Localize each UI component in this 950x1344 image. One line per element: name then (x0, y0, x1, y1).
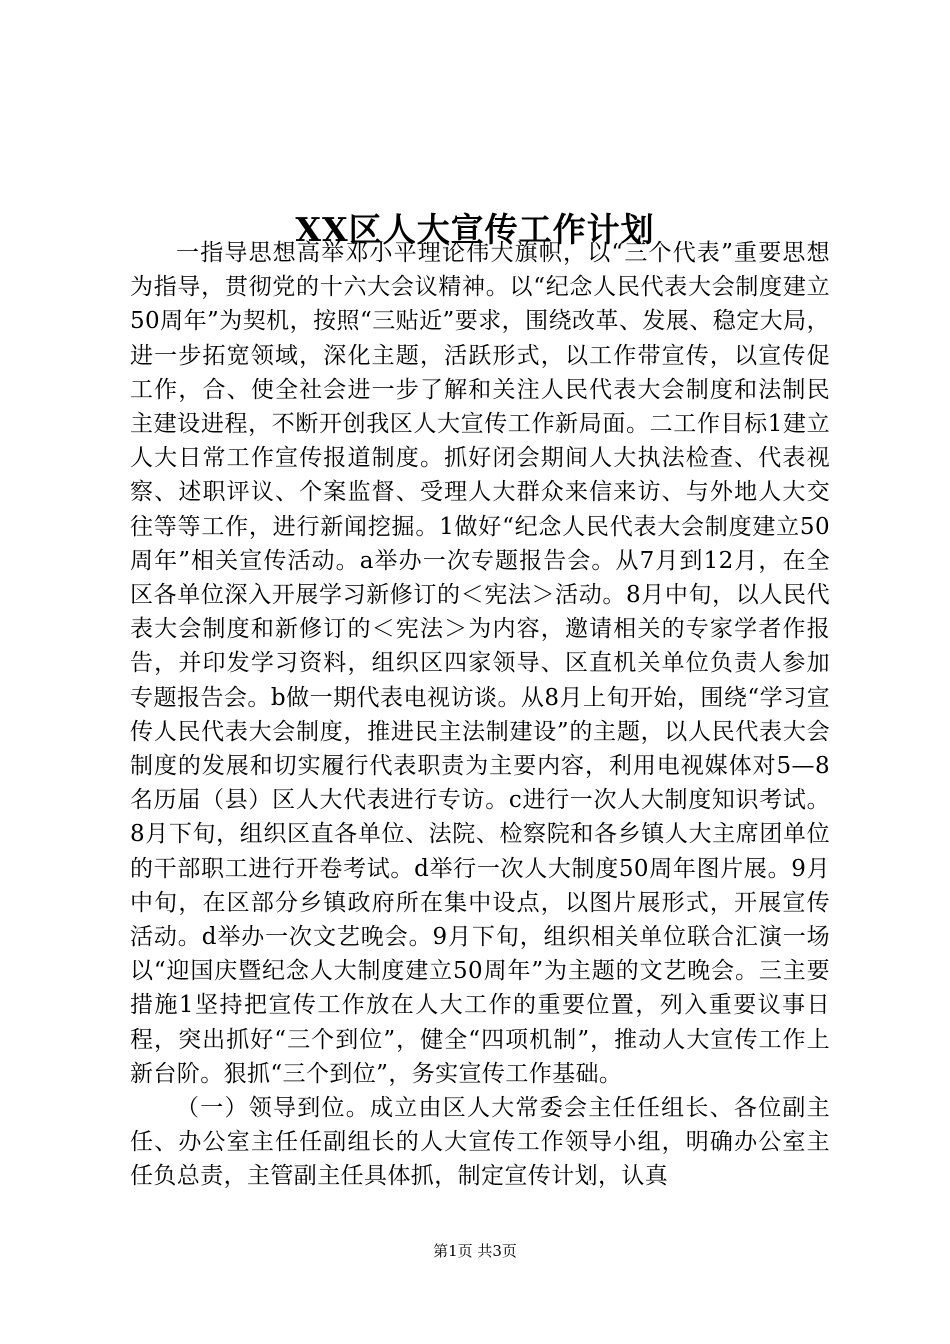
paragraph-1: 一指导思想高举邓小平理论伟大旗帜，以“三个代表”重要思想为指导，贯彻党的十六大会议精神。以“纪念人民代表大会制度建立50周年”为契机，按照“三贴近”要求，围绕改革、发展、稳定大局，进一步拓宽领域，深化主题，活跃形式，以工作带宣传，以宣传促工作，合、使全社会进一步了解和关注人民代表大会制度和法制民主建设进程，不断开创我区人大宣传工作新局面。二工作目标1建立人大日常工作宣传报道制度。抓好闭会期间人大执法检查、代表视察、述职评议、个案监督、受理人大群众来信来访、与外地人大交往等等工作，进行新闻挖掘。1做好“纪念人民代表大会制度建立50周年”相关宣传活动。a举办一次专题报告会。从7月到12月，在全区各单位深入开展学习新修订的＜宪法＞活动。8月中旬，以人民代表大会制度和新修订的＜宪法＞为内容，邀请相关的专家学者作报告，并印发学习资料，组织区四家领导、区直机关单位负责人参加专题报告会。b做一期代表电视访谈。从8月上旬开始，围绕“学习宣传人民代表大会制度，推进民主法制建设”的主题，以人民代表大会制度的发展和切实履行代表职责为主要内容，利用电视媒体对5—8名历届（县）区人大代表进行专访。c进行一次人大制度知识考试。8月下旬，组织区直各单位、法院、检察院和各乡镇人大主席团单位的干部职工进行开卷考试。d举行一次人大制度50周年图片展。9月中旬，在区部分乡镇政府所在集中设点，以图片展形式，开展宣传活动。d举办一次文艺晚会。9月下旬，组织相关单位联合汇演一场以“迎国庆暨纪念人大制度建立50周年”为主题的文艺晚会。三主要措施1坚持把宣传工作放在人大工作的重要位置，列入重要议事日程，突出抓好“三个到位”，健全“四项机制”，推动人大宣传工作上新台阶。狠抓“三个到位”，务实宣传工作基础。 (130, 240, 830, 1087)
paragraph-2: （一）领导到位。成立由区人大常委会主任任组长、各位副主任、办公室主任任副组长的人大宣传工作领导小组，明确办公室主任负总责，主管副主任具体抓，制定宣传计划，认真 (130, 1095, 830, 1190)
document-body (130, 236, 830, 1194)
page-footer: 第1页 共3页 (433, 1242, 517, 1260)
document-title: XX区人大宣传工作计划 (295, 210, 655, 250)
